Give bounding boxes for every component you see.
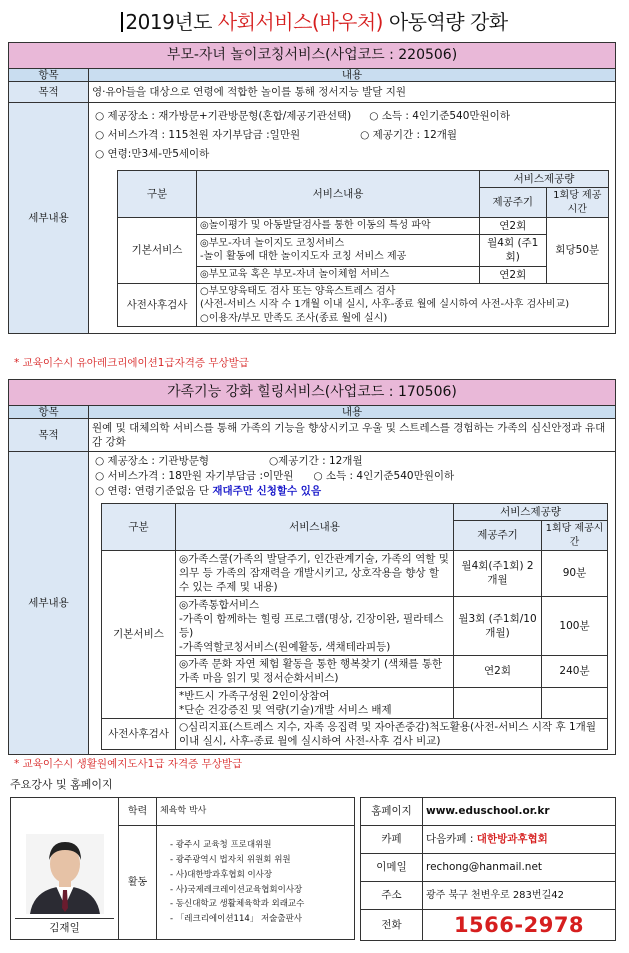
- activities-list: [160, 838, 351, 927]
- activity-item: - 동신대학교 생활체육학과 외래교수: [170, 899, 305, 910]
- detail-label: 세부내용: [9, 102, 89, 333]
- s2-r4a: *반드시 가족구성원 2인이상참여: [179, 689, 330, 702]
- cafe-label: 카페: [361, 826, 423, 854]
- contact-table: [360, 797, 616, 941]
- s2-r2a: ◎가족통합서비스: [179, 598, 260, 611]
- s1-row3-cycle: 연2회: [479, 266, 546, 283]
- act-label: 활동: [119, 826, 157, 940]
- s2-purpose-label: 목적: [9, 418, 89, 451]
- s1-pp1: ○부모양육태도 검사 또는 양육스트레스 검사: [200, 285, 396, 297]
- s2-age-note: 재대주만 신청할수 있음: [212, 484, 322, 497]
- s2-basic-label: 기본서비스: [102, 551, 176, 719]
- s1-period: ○ 제공기간 : 12개월: [360, 128, 458, 141]
- title-year: 2019년도: [125, 10, 212, 34]
- s1-place: ○ 제공장소 : 재가방문+기관방문형(혼합/제공기관선택): [95, 109, 352, 122]
- s1-row2a: ◎부모-자녀 놀이지도 코칭서비스: [200, 237, 345, 249]
- s1-h-provision: 서비스제공량: [479, 170, 608, 187]
- activity-item: - 광주광역시 법자치 위원회 위원: [170, 854, 291, 865]
- cafe-cell[interactable]: [423, 826, 616, 854]
- section2-header: 가족기능 강화 힐링서비스(사업코드 : 170506): [9, 380, 616, 406]
- s2-h-category: 구분: [102, 503, 176, 550]
- s2-r1-cycle: 월4회(주1회) 2개월: [454, 551, 542, 597]
- s2-prepost-label: 사전사후검사: [102, 718, 176, 749]
- s1-h-content: 서비스내용: [197, 170, 480, 217]
- edu-label: 학력: [119, 798, 157, 826]
- s2-r1: ◎가족스쿨(가족의 발달주기, 인간관계기술, 가족의 역할 및 의무 등 가족의 잠재력을 개발시키고, 상호작용을 향상 할 수 있는 주제 및 내용): [176, 551, 454, 597]
- s2-r3-time: 240분: [542, 656, 608, 687]
- s2-col-item: 항목: [9, 405, 89, 418]
- activity-item: - 「레크리에이션114」 저술출판사: [170, 914, 303, 925]
- s1-row1-cycle: 연2회: [479, 218, 546, 235]
- email-value[interactable]: rechong@hanmail.net: [423, 854, 616, 882]
- phone-number[interactable]: 1566-2978: [423, 910, 616, 941]
- person-icon: [26, 834, 104, 914]
- profile-name: 김재일: [15, 918, 114, 935]
- s1-row2-cycle: 월4회 (주1회): [479, 235, 546, 266]
- s1-h-category: 구분: [118, 170, 197, 217]
- section2-table: [8, 379, 616, 755]
- s2-place: ○ 제공장소 : 기관방문형: [95, 454, 209, 467]
- s2-prepost: ○심리지표(스트레스 지수, 자족 응집력 및 자아존중감)척도활용(사전-서비스 시작 후 1개월 이내 실시, 사후-종료 월에 실시하여 사전-사후 검사 비교): [176, 718, 608, 749]
- s2-r4b: *단순 건강증진 및 역량(기술)개발 서비스 배제: [179, 703, 392, 716]
- s2-r1-time: 90분: [542, 551, 608, 597]
- s1-row2: [197, 235, 480, 266]
- activity-item: - 광주시 교육청 프로대위원: [170, 839, 272, 850]
- s1-row2b: -놀이 활동에 대한 놀이지도자 코칭 서비스 제공: [200, 251, 407, 263]
- email-label: 이메일: [361, 854, 423, 882]
- s1-prepost: [197, 283, 609, 327]
- address-value: 광주 북구 천변우로 283번길42: [423, 882, 616, 910]
- s1-prepost-label: 사전사후검사: [118, 283, 197, 327]
- s2-r3: ◎가족 문화 자연 체험 활동을 통한 행복찾기 (색채를 통한 가족 마음 읽기 및 정서순화서비스): [176, 656, 454, 687]
- title-suffix: 아동역량 강화: [388, 10, 508, 34]
- s1-price: ○ 서비스가격 : 115천원 자기부담금 :일만원: [95, 128, 301, 141]
- homepage-link[interactable]: www.eduschool.or.kr: [423, 798, 616, 826]
- s2-h-content: 서비스내용: [176, 503, 454, 550]
- address-label: 주소: [361, 882, 423, 910]
- profile-photo-cell: [11, 798, 119, 940]
- s2-period: ○제공기간 : 12개월: [269, 454, 363, 467]
- detail-cell: [89, 102, 616, 333]
- s2-r2b: -가족이 함께하는 힐링 프로그램(명상, 긴장이완, 필라테스등): [179, 612, 444, 639]
- col-item: 항목: [9, 68, 89, 81]
- purpose-text: 영·유아들을 대상으로 연령에 적합한 놀이를 통해 정서지능 발달 지원: [89, 81, 616, 102]
- s2-r4-empty-a: [454, 687, 542, 718]
- purpose-label: 목적: [9, 81, 89, 102]
- cafe-name[interactable]: 대한방과후협회: [476, 833, 548, 846]
- s1-basic-label: 기본서비스: [118, 218, 197, 284]
- s2-purpose-text: 원예 및 대체의학 서비스를 통해 가족의 기능을 향상시키고 우울 및 스트레스를 경험하는 가족의 심신안정과 유대감 강화: [89, 418, 616, 451]
- activity-item: - 사)대한방과후협회 이사장: [170, 869, 273, 880]
- s1-income: ○ 소득 : 4인기준540만원이하: [369, 109, 510, 122]
- cursor-bar: [121, 12, 123, 32]
- s1-row1: ◎놀이평가 및 아동발달검사를 통한 이동의 특성 파악: [197, 218, 480, 235]
- s2-h-provision: 서비스제공량: [454, 503, 608, 520]
- note2: * 교육이수시 생활원예지도사1급 자격증 무상발급: [14, 758, 243, 770]
- profile-table: [10, 797, 355, 940]
- s2-r2-time: 100분: [542, 596, 608, 656]
- profile-heading: 주요강사 및 홈페이지: [10, 778, 113, 791]
- s1-service-table: [117, 170, 609, 327]
- s2-price: ○ 서비스가격 : 18만원 자기부담금 :이만원: [95, 469, 294, 482]
- s2-r4-empty-b: [542, 687, 608, 718]
- s2-service-table: [101, 503, 608, 750]
- avatar: [26, 834, 104, 914]
- s2-detail-cell: [89, 451, 616, 754]
- page-title: [0, 6, 629, 35]
- s2-r2-cycle: 월3회 (주1회/10개월): [454, 596, 542, 656]
- act-cell: [157, 826, 355, 940]
- s1-pp3: ○이용자/부모 만족도 조사(종료 월에 실시): [200, 312, 388, 324]
- activity-item: - 사)국제레크레이션교육협회이사장: [170, 884, 303, 895]
- s2-r3-cycle: 연2회: [454, 656, 542, 687]
- homepage-label: 홈페이지: [361, 798, 423, 826]
- s1-pp2: (사전-서비스 시작 수 1개월 이내 실시, 사후-종료 월에 실시하여 사전-사후 검사비교): [200, 299, 570, 311]
- s1-row-time: 회당50분: [546, 218, 608, 284]
- phone-label: 전화: [361, 910, 423, 941]
- s2-age: ○ 연령: 연령기준없음 단: [95, 484, 209, 497]
- s2-income: ○ 소득 : 4인기준540만원이하: [313, 469, 455, 482]
- title-service: 사회서비스(바우처): [217, 10, 383, 34]
- s1-h-cycle: 제공주기: [479, 188, 546, 218]
- s2-h-time: 1회당 제공시간: [542, 521, 608, 551]
- s1-age: ○ 연령:만3세-만5세이하: [95, 147, 210, 160]
- section1-table: [8, 42, 616, 334]
- s2-detail-label: 세부내용: [9, 451, 89, 754]
- s2-col-content: 내용: [89, 405, 616, 418]
- s1-h-time: 1회당 제공시간: [546, 188, 608, 218]
- note1: * 교육이수시 유아레크리에이션1급자격증 무상발급: [14, 357, 249, 369]
- s2-r4: [176, 687, 454, 718]
- edu-value: 체육학 박사: [157, 798, 355, 826]
- s1-row3: ◎부모교육 혹은 부모-자녀 놀이체험 서비스: [197, 266, 480, 283]
- s2-r2c: -가족역할코칭서비스(원예활동, 색채테라피등): [179, 641, 391, 654]
- s2-h-cycle: 제공주기: [454, 521, 542, 551]
- col-content: 내용: [89, 68, 616, 81]
- cafe-prefix: 다음카페 :: [426, 833, 474, 846]
- section1-header: 부모-자녀 놀이코칭서비스(사업코드 : 220506): [9, 43, 616, 69]
- s2-r2: [176, 596, 454, 656]
